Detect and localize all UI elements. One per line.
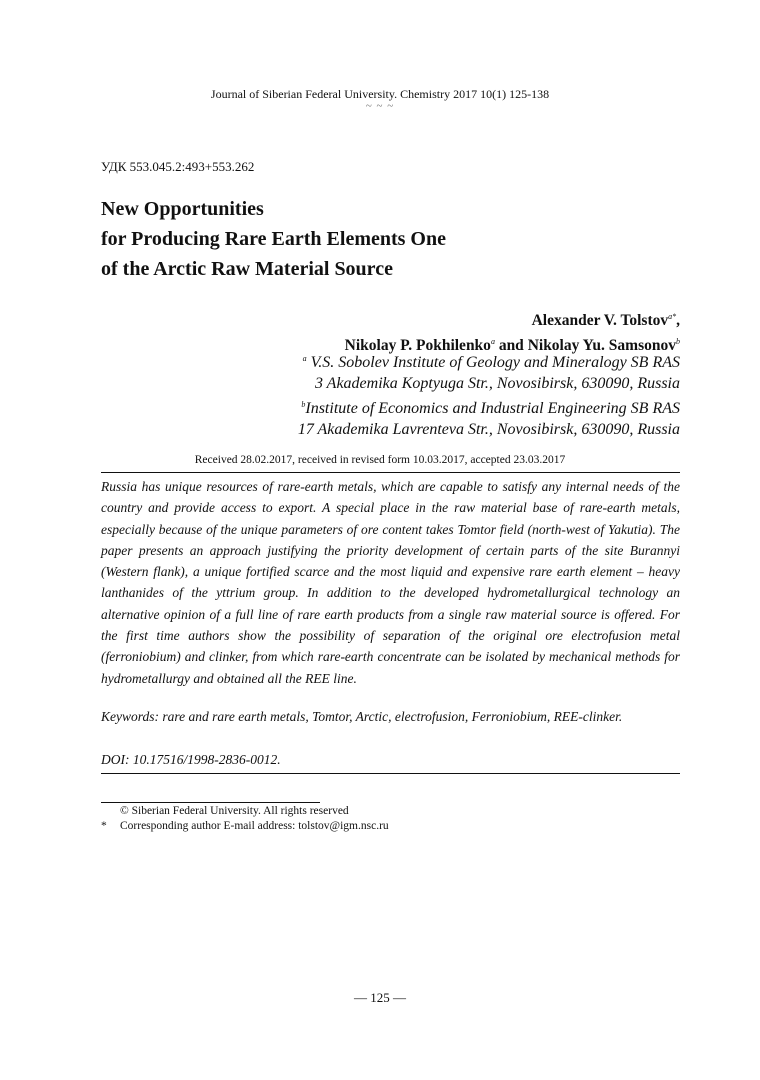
affiliation-b [298, 394, 680, 419]
author-2-affil-mark: a [490, 337, 495, 346]
author-separator: , [676, 312, 680, 329]
corresponding-footnote [101, 820, 389, 832]
keywords: Keywords: rare and rare earth metals, Tomtor, Arctic, electrofusion, Ferroniobium, REE-clinker. [101, 709, 623, 724]
udk-code: УДК 553.045.2:493+553.262 [101, 159, 255, 174]
author-joiner: and [494, 337, 528, 354]
header-ornament: ~ ~ ~ [365, 100, 395, 112]
affil-a-name: V.S. Sobolev Institute of Geology and Mineralogy SB RAS [306, 354, 680, 371]
corresponding-email: Corresponding author E-mail address: tolstov@igm.nsc.ru [120, 820, 389, 832]
title-line-3: of the Arctic Raw Material Source [101, 258, 393, 280]
doi: DOI: 10.17516/1998-2836-0012. [101, 752, 281, 767]
title-line-1: New Opportunities [101, 198, 264, 220]
footnote-rule [101, 802, 320, 803]
affil-a-mark: a [302, 354, 307, 363]
title-line-2: for Producing Rare Earth Elements One [101, 228, 446, 250]
article-title [101, 194, 446, 284]
affil-b-name: Institute of Economics and Industrial Engineering SB RAS [305, 400, 680, 417]
abstract-bottom-rule [101, 773, 680, 774]
affil-b-mark: b [301, 400, 306, 409]
journal-header: Journal of Siberian Federal University. Chemistry 2017 10(1) 125-138 [210, 87, 550, 101]
author-3-affil-mark: b [676, 337, 680, 346]
footnote-star: * [101, 820, 107, 832]
page-number: ― 125 ― [354, 990, 406, 1005]
author-1-affil-mark: a* [668, 312, 677, 321]
author-2: Nikolay P. Pokhilenko [344, 337, 491, 354]
affiliations [298, 348, 680, 440]
abstract: Russia has unique resources of rare-earth metals, which are capable to satisfy any internal needs of the country and provide access to export. A special place in the raw material base of rare-earth metals, especially because of the unique parameters of ore content takes Tomtor field (north-west of Yakutia). The paper presents an approach justifying the priority development of certain parts of the site Burannyi (Western flank), a unique fortified scarce and the most liquid and expensive rare earth element – heavy lanthanides of the yttrium group. In addition to the developed hydrometallurgical technology an alternative opinion of a full line of rare earth products from a single raw material source is offered. For the first time authors show the possibility of separation of the original ore electrofusion metal (ferroniobium) and clinker, from which rare-earth concentrate can be isolated by mechanical methods for hydrometallurgy and obtained all the REE line. [101, 479, 680, 686]
author-1: Alexander V. Tolstov [531, 312, 669, 329]
affiliation-b-address: 17 Akademika Lavrenteva Str., Novosibirsk, 630090, Russia [297, 421, 680, 438]
affiliation-a [298, 348, 680, 373]
author-line-1 [345, 306, 680, 331]
affiliation-a-address: 3 Akademika Koptyuga Str., Novosibirsk, 630090, Russia [314, 375, 680, 392]
copyright-footnote: © Siberian Federal University. All rights reserved [120, 805, 349, 817]
received-dates: Received 28.02.2017, received in revised form 10.03.2017, accepted 23.03.2017 [194, 454, 566, 466]
abstract-top-rule [101, 472, 680, 473]
author-3: Nikolay Yu. Samsonov [527, 337, 676, 354]
